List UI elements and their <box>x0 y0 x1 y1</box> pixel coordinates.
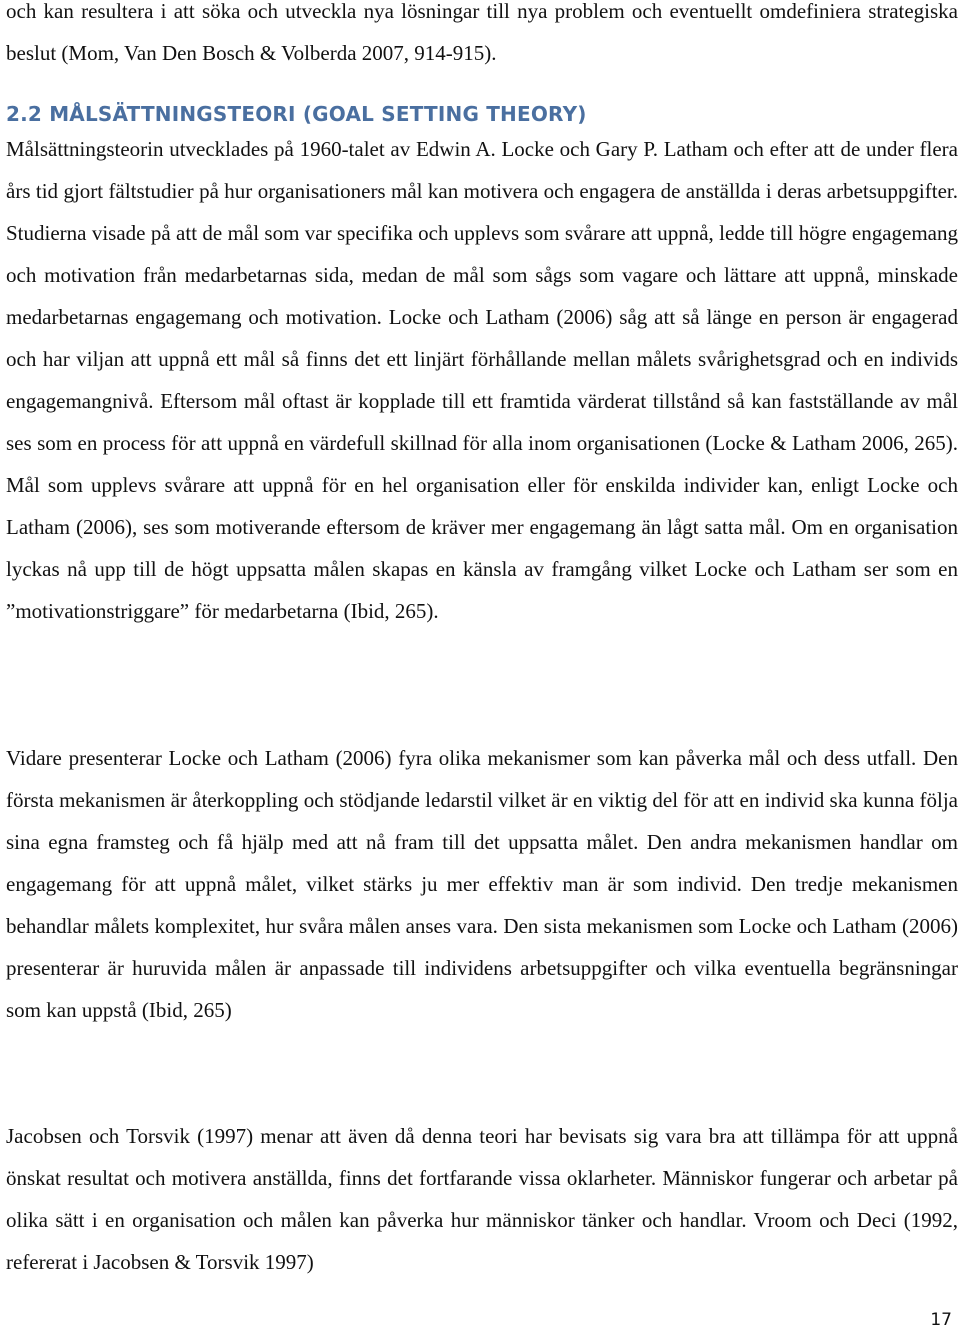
continuation-paragraph: och kan resultera i att söka och utveckla nya lösningar till nya problem och eventuellt omdefiniera strategiska beslut (Mom, Van Den Bosch & Volberda 2007, 914-915). <box>6 0 958 65</box>
paragraph-mechanisms: Vidare presenterar Locke och Latham (2006) fyra olika mekanismer som kan påverka mål och dess utfall. Den första mekanismen är återkoppling och stödjande ledarstil vilket är en viktig del för att en individ ska kunna följa sina egna framsteg och få hjälp med att nå fram till det uppsatta målet. Den andra mekanismen handlar om engagemang för att uppnå målet, vilket stärks ju mer effektiv man är som individ. Den tredje mekanismen behandlar målets komplexitet, hur svåra målen anses vara. Den sista mekanismen som Locke och Latham (2006) presenterar är huruvida målen är anpassade till individens arbetsuppgifter och vilka eventuella begränsningar som kan uppstå (Ibid, 265) <box>6 746 958 1022</box>
section-heading: 2.2 MÅLSÄTTNINGSTEORI (GOAL SETTING THEORY) <box>6 102 587 126</box>
paragraph-criticism: Jacobsen och Torsvik (1997) menar att även då denna teori har bevisats sig vara bra att tillämpa för att uppnå önskat resultat och motivera anställda, finns det fortfarande vissa oklarheter. Människor fungerar och arbetar på olika sätt i en organisation och målen kan påverka hur människor tänker och handlar. Vroom och Deci (1992, refererat i Jacobsen & Torsvik 1997) <box>6 1124 958 1274</box>
page-number: 17 <box>930 1310 952 1330</box>
paragraph-goal-setting-intro: Målsättningsteorin utvecklades på 1960-talet av Edwin A. Locke och Gary P. Latham och efter att de under flera års tid gjort fältstudier på hur organisationers mål kan motivera och engagera de anställda i deras arbetsuppgifter. Studierna visade på att de mål som var specifika och upplevs som svårare att uppnå, ledde till högre engagemang och motivation från medarbetarnas sida, medan de mål som sågs som vagare och lättare att uppnå, minskade medarbetarnas engagemang och motivation. Locke och Latham (2006) såg att så länge en person är engagerad och har viljan att uppnå ett mål så finns det ett linjärt förhållande mellan målets svårighetsgrad och en individs engagemangnivå. Eftersom mål oftast är kopplade till ett framtida värderat tillstånd så kan fastställande av mål ses som en process för att uppnå en värdefull skillnad för alla inom organisationen (Locke & Latham 2006, 265). Mål som upplevs svårare att uppnå för en hel organisation eller för enskilda individer kan, enligt Locke och Latham (2006), ses som motiverande eftersom de kräver mer engagemang än lågt satta mål. Om en organisation lyckas nå upp till de högt uppsatta målen skapas en känsla av framgång vilket Locke och Latham ser som en ”motivationstriggare” för medarbetarna (Ibid, 265). <box>6 137 958 623</box>
